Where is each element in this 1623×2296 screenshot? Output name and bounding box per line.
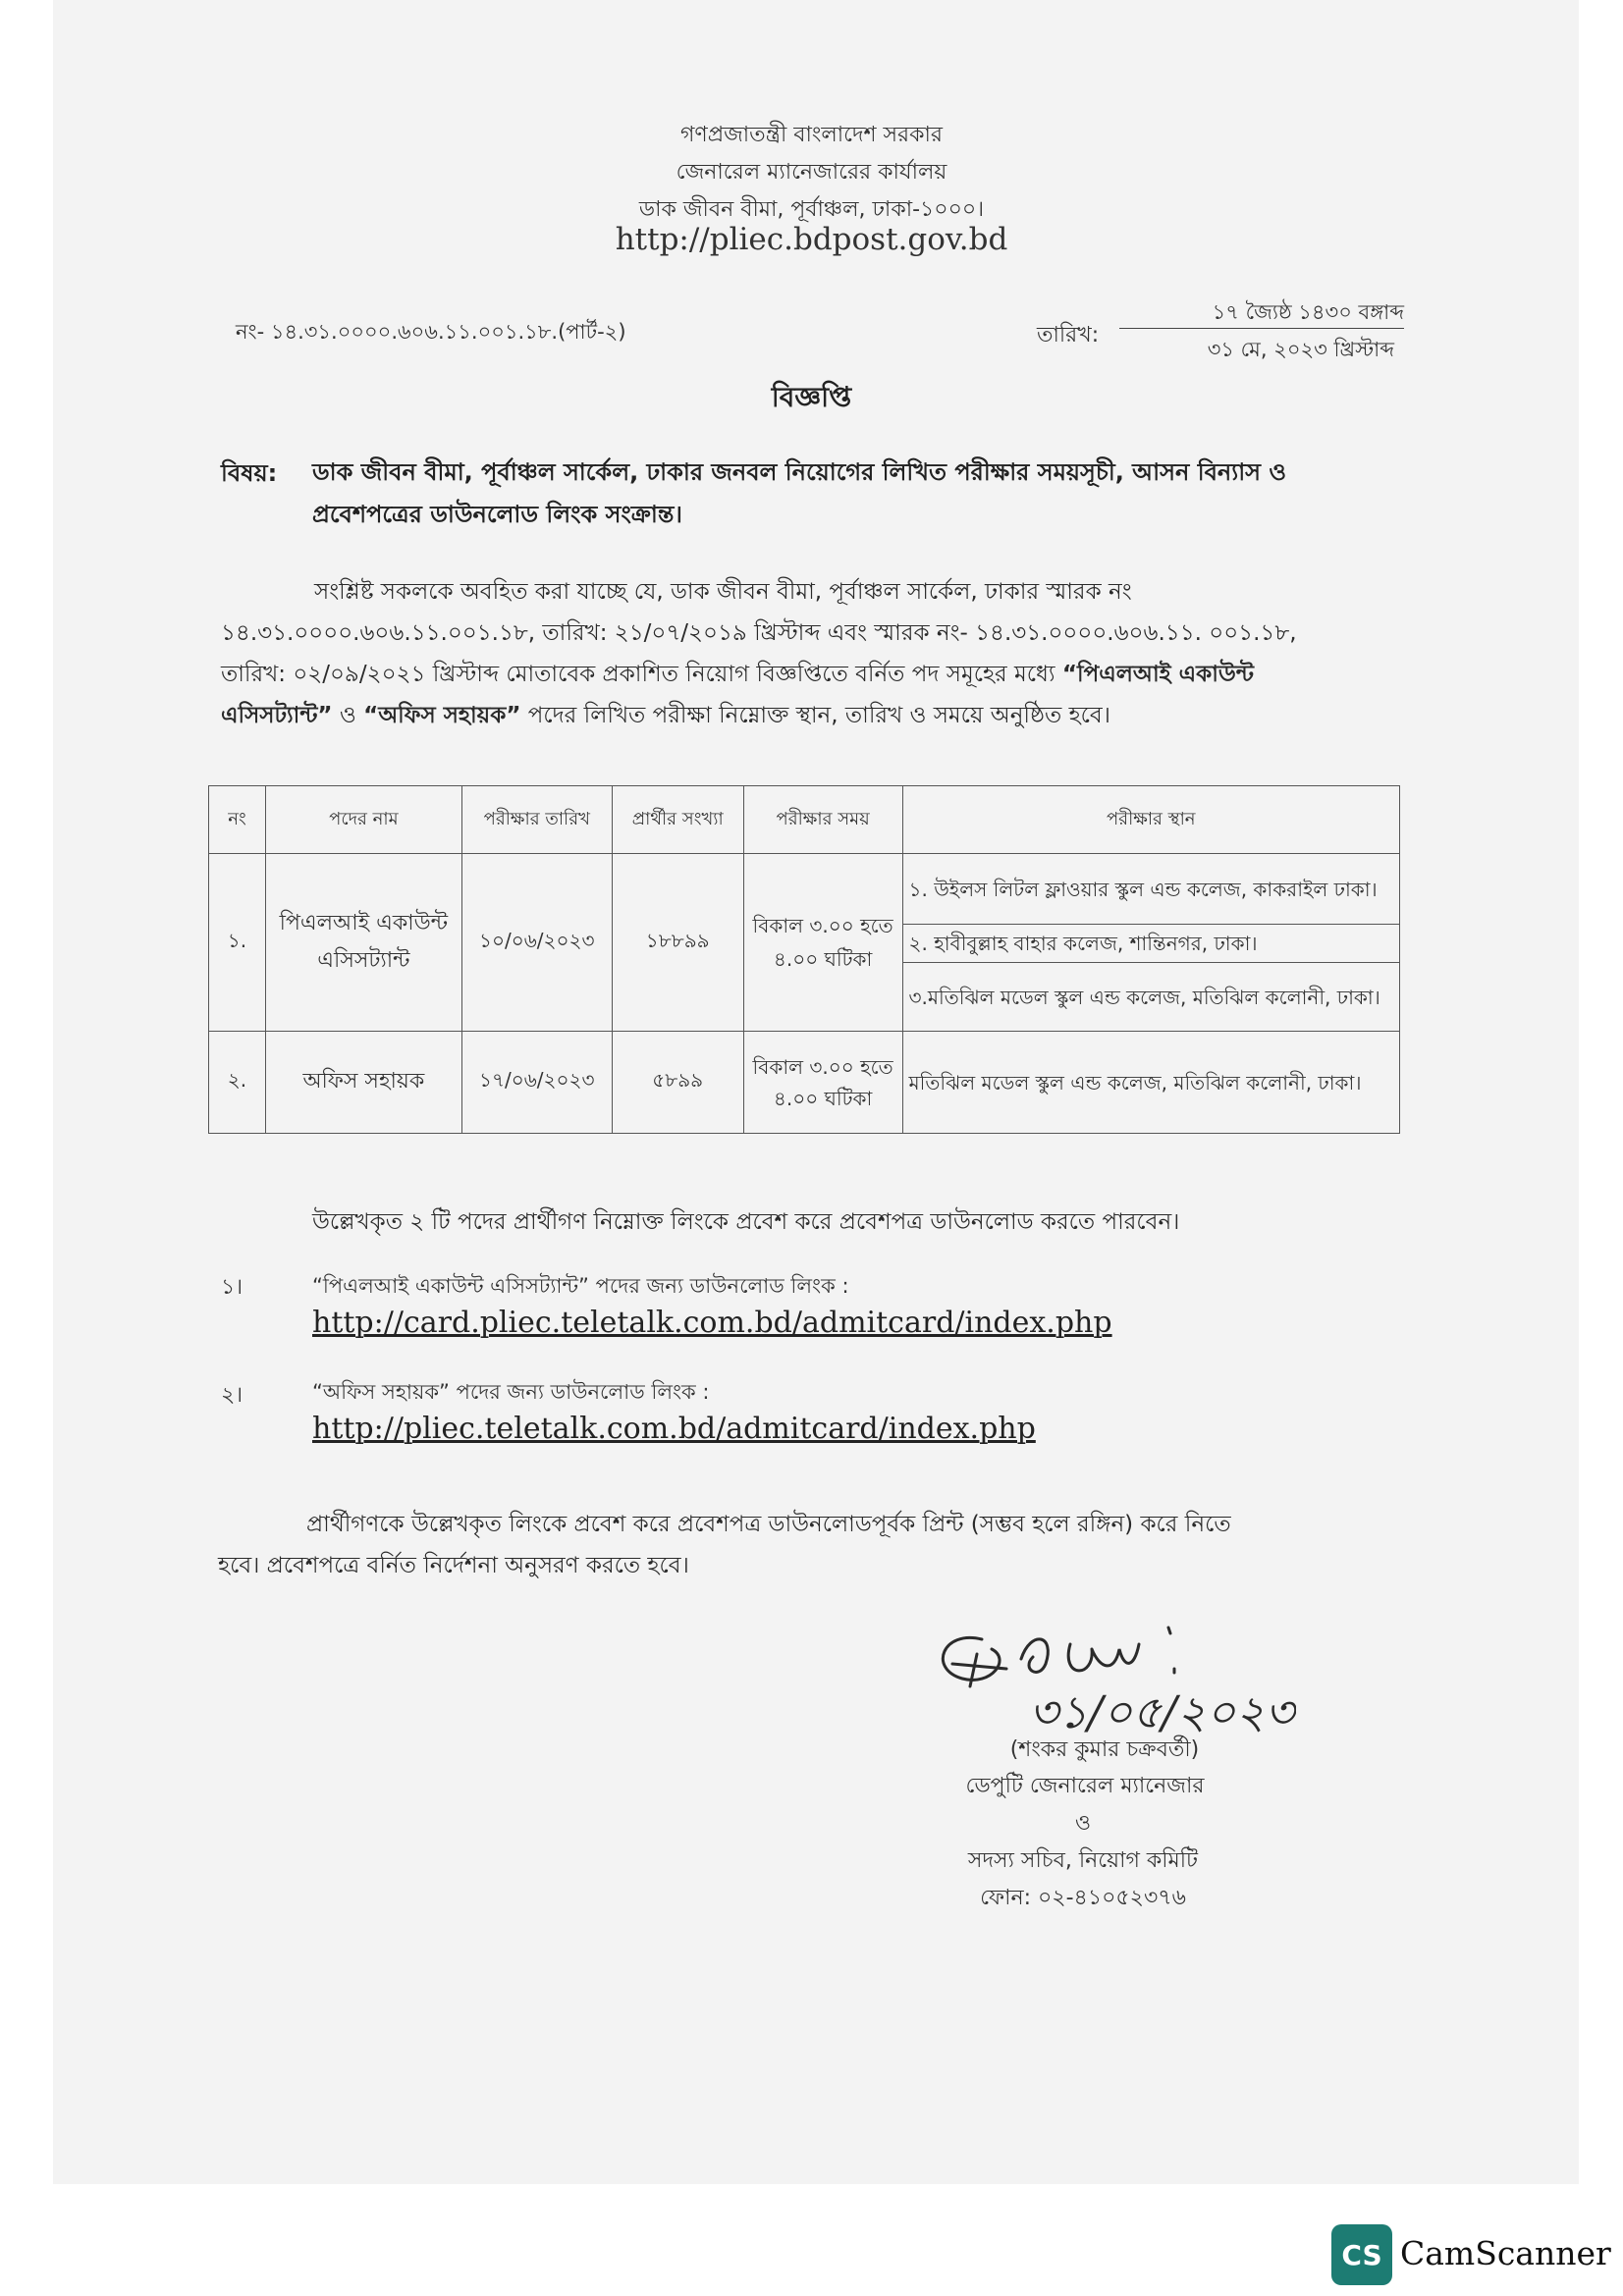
row2-exam-date: ১৭/০৬/২০২৩ [461, 1032, 612, 1134]
header-address: ডাক জীবন বীমা, পূর্বাঞ্চল, ঢাকা-১০০০। [638, 197, 985, 222]
signatory-committee-role: সদস্য সচিব, নিয়োগ কমিটি [967, 1848, 1199, 1873]
row2-exam-time: বিকাল ৩.০০ হতে ৪.০০ ঘটিকা [743, 1032, 902, 1134]
row1-venue-1: ১. উইলস লিটল ফ্লাওয়ার স্কুল এন্ড কলেজ, কাকরাইল ঢাকা। [902, 854, 1399, 925]
signatory-name: (শংকর কুমার চক্রবর্তী) [1009, 1737, 1200, 1762]
body-line-3-text: তারিখ: ০২/০৯/২০২১ খ্রিস্টাব্দ মোতাবেক প্রকাশিত নিয়োগ বিজ্ঞপ্তিতে বর্নিত পদ সমূহের মধ্যে [221, 662, 1062, 687]
body-line-4 [221, 695, 1399, 736]
row1-sl: ১. [209, 854, 266, 1032]
body-conjunction: ও [332, 703, 364, 728]
link-2-label: “অফিস সহায়ক” পদের জন্য ডাউনলোড লিংক : [312, 1380, 710, 1404]
row2-sl: ২. [209, 1032, 266, 1134]
closing-line-2: হবে। প্রবেশপত্রে বর্নিত নির্দেশনা অনুসরণ করতে হবে। [218, 1553, 689, 1578]
row1-exam-date: ১০/০৬/২০২৩ [461, 854, 612, 1032]
header-sl: নং [209, 786, 266, 854]
row2-venue-1: মতিঝিল মডেল স্কুল এন্ড কলেজ, মতিঝিল কলোনী, ঢাকা। [902, 1032, 1399, 1134]
header-office: জেনারেল ম্যানেজারের কার্যালয় [676, 160, 947, 185]
header-exam-venue: পরীক্ষার স্থান [902, 786, 1399, 854]
subject-text [312, 452, 1402, 536]
signatory-designation: ডেপুটি জেনারেল ম্যানেজার [965, 1774, 1205, 1798]
subject-line-1: ডাক জীবন বীমা, পূর্বাঞ্চল সার্কেল, ঢাকার জনবল নিয়োগের লিখিত পরীক্ষার সময়সূচী, আসন বিন্যাস ও [312, 458, 1287, 486]
link-1-url[interactable]: http://card.pliec.teletalk.com.bd/admitcard/index.php [312, 1306, 1112, 1340]
closing-line-1: প্রার্থীগণকে উল্লেখকৃত লিংকে প্রবেশ করে প্রবেশপত্র ডাউনলোডপূর্বক প্রিন্ট (সম্ভব হলে রঙ্গিন) করে নিতে [306, 1512, 1231, 1537]
signatory-phone: ফোন: ০২-৪১০৫২৩৭৬ [980, 1886, 1186, 1910]
date-divider [1119, 328, 1404, 329]
row1-candidate-count: ১৮৮৯৯ [612, 854, 743, 1032]
memo-date-label: তারিখ: [1037, 323, 1100, 347]
link-1-number: ১। [221, 1275, 243, 1300]
body-post-name-2: “অফিস সহায়ক” [363, 703, 521, 728]
body-line-2: ১৪.৩১.০০০০.৬০৬.১১.০০১.১৮, তারিখ: ২১/০৭/২০১৯ খ্রিস্টাব্দ এবং স্মারক নং- ১৪.৩১.০০০০.৬০৬.১১. ০০১.১৮, [221, 620, 1297, 646]
camscanner-logo-icon: CS [1331, 2224, 1392, 2285]
header-post-name: পদের নাম [265, 786, 461, 854]
body-post-name-1-cont: এসিসট্যান্ট” [221, 703, 333, 728]
header-exam-time: পরীক্ষার সময় [743, 786, 902, 854]
designation-conjunction: ও [1074, 1811, 1092, 1836]
table-row [209, 1032, 1400, 1134]
row2-candidate-count: ৫৮৯৯ [612, 1032, 743, 1134]
header-website-url[interactable]: http://pliec.bdpost.gov.bd [615, 222, 1008, 257]
table-header-row [209, 786, 1400, 854]
body-paragraph [221, 571, 1399, 736]
row1-venue-3: ৩.মতিঝিল মডেল স্কুল এন্ড কলেজ, মতিঝিল কলোনী, ঢাকা। [902, 963, 1399, 1032]
memo-date-bangla: ১৭ জ্যৈষ্ঠ ১৪৩০ বঙ্গাব্দ [1212, 300, 1404, 324]
camscanner-watermark: CamScanner [1400, 2234, 1611, 2272]
closing-paragraph [218, 1504, 1401, 1586]
row1-post-name: পিএলআই একাউন্ট এসিসট্যান্ট [265, 854, 461, 1032]
table-row [209, 854, 1400, 925]
header-exam-date: পরীক্ষার তারিখ [461, 786, 612, 854]
handwritten-date: ৩১/০৫/২০২৩ [1029, 1685, 1295, 1738]
body-post-name-1: “পিএলআই একাউন্ট [1061, 662, 1254, 687]
row1-venue-2: ২. হাবীবুল্লাহ বাহার কলেজ, শান্তিনগর, ঢাকা। [902, 925, 1399, 963]
link-1-label: “পিএলআই একাউন্ট এসিসট্যান্ট” পদের জন্য ডাউনলোড লিংক : [312, 1274, 849, 1298]
header-government: গণপ্রজাতন্ত্রী বাংলাদেশ সরকার [679, 123, 944, 147]
subject-line-2: প্রবেশপত্রের ডাউনলোড লিংক সংক্রান্ত। [312, 501, 682, 528]
body-line-1: সংশ্লিষ্ট সকলকে অবহিত করা যাচ্ছে যে, ডাক জীবন বীমা, পূর্বাঞ্চল সার্কেল, ঢাকার স্মারক নং [314, 579, 1132, 605]
handwritten-signature [923, 1610, 1296, 1747]
header-candidate-count: প্রার্থীর সংখ্যা [612, 786, 743, 854]
memo-reference-number: নং- ১৪.৩১.০০০০.৬০৬.১১.০০১.১৮.(পার্ট-২) [236, 320, 626, 344]
row2-post-name: অফিস সহায়ক [265, 1032, 461, 1134]
memo-date-gregorian: ৩১ মে, ২০২৩ খ্রিস্টাব্দ [1207, 338, 1394, 361]
body-line-4-text: পদের লিখিত পরীক্ষা নিম্নোক্ত স্থান, তারিখ ও সময়ে অনুষ্ঠিত হবে। [520, 703, 1110, 728]
exam-schedule-table [208, 785, 1400, 1134]
link-2-url[interactable]: http://pliec.teletalk.com.bd/admitcard/index.php [312, 1412, 1036, 1446]
notice-title: বিজ্ঞপ্তি [771, 381, 852, 413]
body-line-3 [221, 654, 1399, 695]
row1-exam-time: বিকাল ৩.০০ হতে ৪.০০ ঘটিকা [743, 854, 902, 1032]
download-instruction: উল্লেখকৃত ২ টি পদের প্রার্থীগণ নিম্নোক্ত লিংকে প্রবেশ করে প্রবেশপত্র ডাউনলোড করতে পারবেন। [312, 1209, 1180, 1235]
subject-label: বিষয়: [221, 459, 278, 487]
link-2-number: ২। [221, 1383, 243, 1408]
